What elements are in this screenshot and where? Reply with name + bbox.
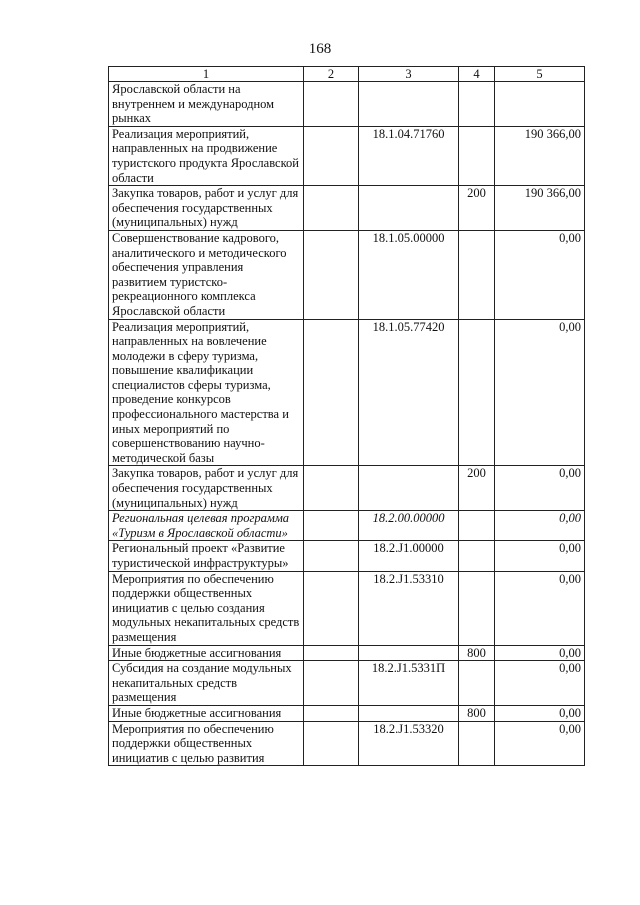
cell-col2 <box>304 230 359 319</box>
cell-code: 18.2.J1.53320 <box>359 721 459 766</box>
table-row <box>109 645 585 661</box>
cell-col2 <box>304 661 359 706</box>
cell-name: Закупка товаров, работ и услуг для обеспечения государственных (муниципальных) нужд <box>109 466 304 511</box>
cell-expense-kind <box>459 541 495 571</box>
cell-amount: 0,00 <box>495 466 585 511</box>
cell-code: 18.1.04.71760 <box>359 126 459 185</box>
cell-code <box>359 645 459 661</box>
cell-expense-kind: 800 <box>459 645 495 661</box>
cell-code: 18.1.05.77420 <box>359 319 459 466</box>
cell-expense-kind: 200 <box>459 466 495 511</box>
cell-amount: 0,00 <box>495 661 585 706</box>
table-body <box>109 82 585 766</box>
cell-expense-kind: 800 <box>459 705 495 721</box>
cell-name: Совершенствование кадрового, аналитического и методического обеспечения управления развитием туристско-рекреационного комплекса Ярославской области <box>109 230 304 319</box>
cell-name: Региональная целевая программа «Туризм в Ярославской области» <box>109 511 304 541</box>
table-row <box>109 126 585 185</box>
cell-name: Мероприятия по обеспечению поддержки общественных инициатив с целью создания модульных некапитальных средств размещения <box>109 571 304 645</box>
cell-code <box>359 466 459 511</box>
cell-amount: 0,00 <box>495 721 585 766</box>
cell-name: Реализация мероприятий, направленных на продвижение туристского продукта Ярославской области <box>109 126 304 185</box>
cell-col2 <box>304 126 359 185</box>
cell-expense-kind: 200 <box>459 186 495 231</box>
cell-code: 18.2.J1.5331П <box>359 661 459 706</box>
header-col-2: 2 <box>304 67 359 82</box>
cell-amount: 0,00 <box>495 319 585 466</box>
cell-col2 <box>304 571 359 645</box>
table-row <box>109 186 585 231</box>
cell-name: Иные бюджетные ассигнования <box>109 705 304 721</box>
cell-name: Реализация мероприятий, направленных на вовлечение молодежи в сферу туризма, повышение квалификации специалистов сферы туризма, проведение конкурсов профессионального мастерства и иных мероприятий по совершенствованию научно-методической базы <box>109 319 304 466</box>
cell-col2 <box>304 186 359 231</box>
cell-code <box>359 705 459 721</box>
cell-expense-kind <box>459 511 495 541</box>
cell-code: 18.2.J1.53310 <box>359 571 459 645</box>
cell-expense-kind <box>459 571 495 645</box>
cell-amount: 0,00 <box>495 571 585 645</box>
cell-amount: 0,00 <box>495 541 585 571</box>
cell-code <box>359 186 459 231</box>
budget-table <box>108 66 585 766</box>
cell-code: 18.2.00.00000 <box>359 511 459 541</box>
table-row <box>109 230 585 319</box>
cell-amount <box>495 82 585 127</box>
header-row <box>109 67 585 82</box>
cell-code: 18.1.05.00000 <box>359 230 459 319</box>
table-row <box>109 82 585 127</box>
table-row <box>109 721 585 766</box>
cell-amount: 0,00 <box>495 230 585 319</box>
cell-col2 <box>304 319 359 466</box>
cell-expense-kind <box>459 721 495 766</box>
cell-amount: 0,00 <box>495 705 585 721</box>
cell-col2 <box>304 541 359 571</box>
cell-amount: 190 366,00 <box>495 126 585 185</box>
table-row <box>109 319 585 466</box>
cell-expense-kind <box>459 126 495 185</box>
table-row <box>109 511 585 541</box>
header-col-4: 4 <box>459 67 495 82</box>
cell-name: Субсидия на создание модульных некапитальных средств размещения <box>109 661 304 706</box>
table-row <box>109 466 585 511</box>
cell-name: Ярославской области на внутреннем и международном рынках <box>109 82 304 127</box>
page-number: 168 <box>308 41 332 57</box>
cell-amount: 190 366,00 <box>495 186 585 231</box>
cell-amount: 0,00 <box>495 645 585 661</box>
cell-amount: 0,00 <box>495 511 585 541</box>
table-row <box>109 661 585 706</box>
cell-name: Региональный проект «Развитие туристической инфраструктуры» <box>109 541 304 571</box>
header-col-3: 3 <box>359 67 459 82</box>
cell-name: Иные бюджетные ассигнования <box>109 645 304 661</box>
cell-expense-kind <box>459 82 495 127</box>
table-row <box>109 571 585 645</box>
table-row <box>109 705 585 721</box>
cell-col2 <box>304 645 359 661</box>
header-col-5: 5 <box>495 67 585 82</box>
cell-code: 18.2.J1.00000 <box>359 541 459 571</box>
cell-name: Закупка товаров, работ и услуг для обеспечения государственных (муниципальных) нужд <box>109 186 304 231</box>
cell-code <box>359 82 459 127</box>
cell-col2 <box>304 511 359 541</box>
table-header <box>109 67 585 82</box>
cell-expense-kind <box>459 319 495 466</box>
cell-col2 <box>304 721 359 766</box>
cell-name: Мероприятия по обеспечению поддержки общественных инициатив с целью развития <box>109 721 304 766</box>
cell-col2 <box>304 466 359 511</box>
table-row <box>109 541 585 571</box>
cell-col2 <box>304 82 359 127</box>
cell-expense-kind <box>459 661 495 706</box>
cell-col2 <box>304 705 359 721</box>
header-col-1: 1 <box>109 67 304 82</box>
cell-expense-kind <box>459 230 495 319</box>
